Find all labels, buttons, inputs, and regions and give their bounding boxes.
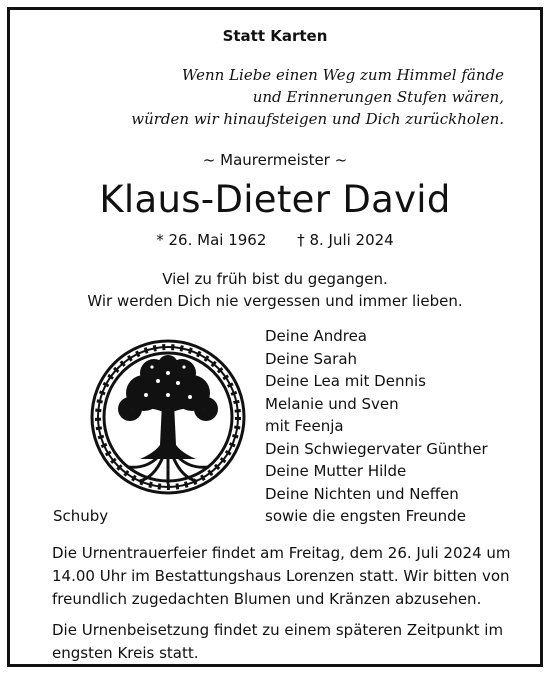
poem	[131, 64, 504, 130]
mourner: Deine Sarah	[265, 349, 358, 368]
mourners-list	[265, 325, 488, 528]
mourner: Dein Schwiegervater Günther	[265, 439, 488, 458]
mourner: Deine Nichten und Neffen	[265, 484, 459, 503]
profession: ~ Maurermeister ~	[202, 151, 348, 169]
life-dates	[10, 231, 540, 249]
poem-line: und Erinnerungen Stufen wären,	[252, 88, 504, 106]
ceremony-notice	[52, 542, 522, 665]
header-statt-karten: Statt Karten	[222, 27, 328, 45]
mourner: sowie die engsten Freunde	[265, 507, 466, 525]
mourner: Deine Andrea	[265, 327, 367, 345]
poem-line: Wenn Liebe einen Weg zum Himmel fände	[181, 66, 504, 84]
burial-paragraph: Die Urnenbeisetzung findet zu einem späteren Zeitpunkt im engsten Kreis statt.	[52, 621, 504, 662]
farewell-line: Wir werden Dich nie vergessen und immer lieben.	[87, 292, 463, 310]
farewell-text	[10, 268, 540, 312]
place-name: Schuby	[53, 507, 109, 525]
birth-date: * 26. Mai 1962	[156, 231, 267, 249]
poem-line: würden wir hinaufsteigen und Dich zurückholen.	[131, 110, 504, 128]
mourner: Melanie und Sven	[265, 394, 399, 413]
notice-frame	[7, 7, 543, 667]
deceased-name: Klaus-Dieter David	[99, 178, 451, 221]
tree-of-life-icon	[88, 337, 248, 497]
death-date: † 8. Juli 2024	[297, 231, 394, 249]
ceremony-paragraph: Die Urnentrauerfeier findet am Freitag, dem 26. Juli 2024 um 14.00 Uhr im Bestattungshaus Lorenzen statt. Wir bitten von freundlich zugedachten Blumen und Kränzen abzusehen.	[52, 544, 511, 608]
mourner: Deine Lea mit Dennis	[265, 372, 426, 390]
farewell-line: Viel zu früh bist du gegangen.	[162, 270, 388, 288]
mourner: mit Feenja	[265, 417, 344, 435]
mourner: Deine Mutter Hilde	[265, 462, 407, 480]
